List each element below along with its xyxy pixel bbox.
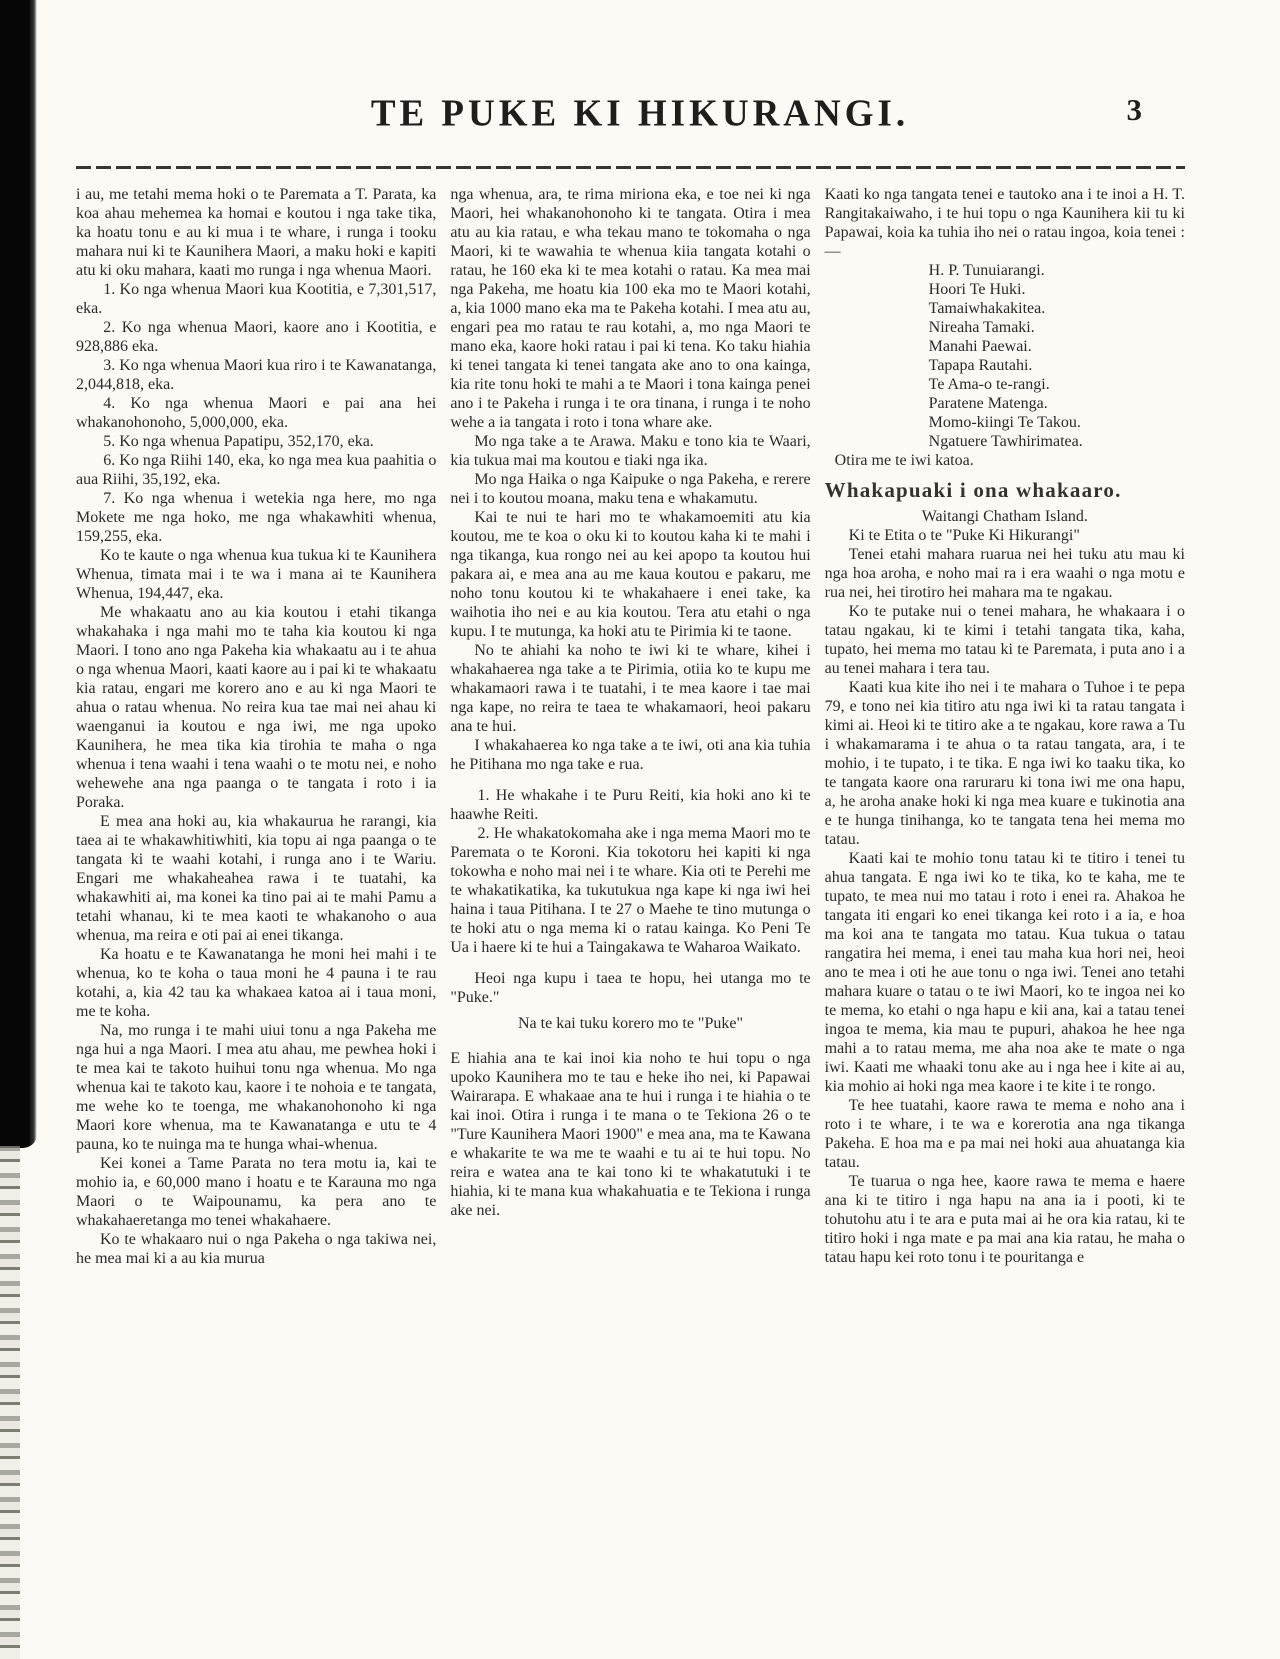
paragraph: Mo nga Haika o nga Kaipuke o nga Pakeha, e rerere nei i to koutou moana, maku tena e whakamutu. bbox=[450, 471, 811, 507]
paragraph: E mea ana hoki au, kia whakaurua he rarangi, kia taea ai te whakawhitiwhiti, kia topu ai nga paanga o te tangata ki te waahi kotahi, i runga ano i te Wariu. Engari me whakaheahea rawa i te tuatahi, ka whakawhiti ai, ma konei ka tino pai ai te mahi Pamu a tetahi whanau, ki te mea kaoti te whakanoho o aua whenua, ma reira e oti pai ai enei tikanga. bbox=[76, 813, 437, 944]
signatories-footer: Otira me te iwi katoa. bbox=[834, 452, 974, 469]
paragraph: nga whenua, ara, te rima miriona eka, e toe nei ki nga Maori, hei whakanohonoho ki te tangata. Otira i mea atu au kia ratau, e wha tekau mano te tokomaha o nga Maori, ki te wawahia te whenua kiia tangata kotahi o ratau, he 160 eka ki te mea kotahi o ratau. Ka mea mai nga Pakeha, me hoatu kia 100 eka mo te Maori kotahi, a, kia 1000 mano eka ma te Pakeha kotahi. I mea atu au, engari pea mo ratau te rau kotahi, a, mo nga Maori te mano eka, kaore hoki ratau i pai ki tena. Ko taku hiahia ki tenei tangata ki tenei tangata ake ano to ona kainga, kia rite tonu hoki te mahi a te Maori i tona kainga penei ano i te Pakeha i runga i te ora tinana, i runga i te noho wehe a ia tangata i roto i tona whare ake. bbox=[450, 186, 811, 431]
paragraph: Ko te putake nui o tenei mahara, he whakaara i o tatau ngakau, ki te kimi i tetahi tangata tika, kaha, tupato, hei mema mo tatau ki te Paremata, i puta ano i a au tenei mahara i tera tau. bbox=[824, 603, 1185, 677]
column-2 bbox=[450, 185, 810, 1268]
paragraph: Na, mo runga i te mahi uiui tonu a nga Pakeha me nga hui a nga Maori. I mea atu ahau, me pewhea hoki i te mea kai te takoto huihui tonu nga whenua. Mo nga whenua kai te takoto kau, kaore i te nohoia e te tangata, me wehe ko te toenga, me whakanohonoho ki nga Maori kore whenua, ma te Kawanatanga e utu te 4 pauna, ko te nuinga ma te hunga whai-whenua. bbox=[76, 1022, 437, 1153]
signatory-name: Te Ama-o te-rangi. bbox=[928, 376, 1050, 393]
numbered-item: 1. He whakahe i te Puru Reiti, kia hoki ano ki te haawhe Reiti. bbox=[450, 787, 811, 823]
paragraph: E hiahia ana te kai inoi kia noho te hui topu o nga upoko Kaunihera mo te tau e heke iho nei, ki Papawai Wairarapa. E whakaae ana te hui i runga i te hiahia o te kai inoi. Otira i runga i te mana o te Tekiona 26 o te "Ture Kaunihera Maori 1900" e mea ana, ma te Kawana e whakarite te wa me te waahi e tu ai te hui topu. No reira e watea ana te kai tono ki te whakatutuki i te hiahia, ki te mana kua whakahuatia e te Tekiona i runga ake nei. bbox=[450, 1050, 811, 1219]
paragraph: Ko te whakaaro nui o nga Pakeha o nga takiwa nei, he mea mai ki a au kia murua bbox=[76, 1231, 437, 1267]
paragraph: Kaati kai te mohio tonu tatau ki te titiro i tenei tu ahua tangata. E nga iwi ko te tika, ko te kaha, me te tupato, te mea nui mo tatau i roto i enei ra. Ahakoa he tangata iti engari ko enei tikanga kei roto i a ia, e hoa ma koi ana te tangata mo tatau. Kua tukua o tatau rangatira hei mema, i enei tau maha kua hori nei, heoi ano te mea i oti he aue tonu o nga iwi. Tenei ano tetahi mahara kuare o tatau o te iwi Maori, ko te ingoa nei ko te mema, ko etahi o nga hapu e kii ana, kai a tatau tenei ingoa te mema, kia mau te pupuri, ahakoa he hee nga mahi a to ratau mema, me aha noa ake te mate o nga iwi. Kaati me whaaki tonu ake au i nga hee i kite ai au, kia mohio ai hoki nga mea kaore i te kite i te rongo. bbox=[824, 850, 1185, 1095]
paragraph: Kaati ko nga tangata tenei e tautoko ana i te inoi a H. T. Rangitakaiwaho, i te hui topu o nga Kaunihera kii tu ki Papawai, koia ka tuhia iho nei o ratau ingoa, koia tenei :— bbox=[824, 186, 1185, 260]
paragraph: Kei konei a Tame Parata no tera motu ia, kai te mohio ia, e 60,000 mano i hoatu e te Karauna mo nga Maori o te Waipounamu, ka pera ano te whakahaeretanga mo tenei whakahaere. bbox=[76, 1155, 437, 1229]
paragraph: i au, me tetahi mema hoki o te Paremata a T. Parata, ka koa ahau mehemea ka homai e koutou i nga take tika, ka hoatu tonu e au ki mua i te whare, i runga i tooku mahara nui ki te Kaunihera Maori, a maku hoki e kapiti atu ki oku mahara, kaati mo runga i nga whenua Maori. bbox=[76, 186, 437, 279]
numbered-item: 6. Ko nga Riihi 140, eka, ko nga mea kua paahitia o aua Riihi, 35,192, eka. bbox=[76, 452, 437, 488]
signatory-name: Manahi Paewai. bbox=[928, 338, 1032, 355]
scan-gutter-artifact-lower bbox=[0, 1146, 20, 1659]
signatory-name: Ngatuere Tawhirimatea. bbox=[928, 433, 1083, 450]
signatory-name: Hoori Te Huki. bbox=[928, 281, 1026, 298]
scan-gutter-artifact bbox=[0, 0, 37, 1148]
paragraph: Kai te nui te hari mo te whakamoemiti atu kia koutou, me te koa o oku ki to koutou kaha ki te mahi i nga tikanga, kua rongo nei au kei apopo ta koutou hui pakara ai, e mea ana au me kaua koutou e pakaru, me noho tonu koutou ki te whakahaere i enei take, ka waihotia iho nei e au kia koutou. Tera atu etahi o nga kupu. I te mutunga, ka hoki atu te Pirimia ki te taone. bbox=[450, 509, 811, 640]
numbered-item: 2. He whakatokomaha ake i nga mema Maori mo te Paremata o te Koroni. Kia tokotoru hei kapiti ki nga tokowha e noho mai nei i te whare. Kia oti te Perehi me te whakatikatika, ka tukutukua nga kape ki nga iwi hei haina i taua Pitihana. I te 27 o Maehe te tino mutunga o te hoki atu o nga mema ki o ratau kainga. Ko Peni Te Ua i haere ki te hui a Taingakawa te Waharoa Waikato. bbox=[450, 825, 811, 956]
paragraph: Kaati kua kite iho nei i te mahara o Tuhoe i te pepa 79, e tono nei kia titiro atu nga iwi ki ta ratau tangata i kimi ai. Heoi ki te titiro ake a te ngakau, kore rawa a Tu i whakamarama i te ahua o ta ratau tangata, ara, i te mohio, i te tupato, i te tika. E nga iwi ko taaku tika, ko te tangata kaore ona raruraru ki tona iwi me ona hapu, a, he aroha anake hoki ki nga mea kuare e tukinotia ana e te hunga tinihanga, ko te tangata tena hei mema mo tatau. bbox=[824, 679, 1185, 848]
signatory-name: Momo-kiingi Te Takou. bbox=[928, 414, 1081, 431]
paragraph: Ka hoatu e te Kawanatanga he moni hei mahi i te whenua, ko te koha o taua moni he 4 pauna i te rau kotahi, a, kia 42 tau ka whakaea katoa ai i taua moni, me te koha. bbox=[76, 946, 437, 1020]
paragraph: Te hee tuatahi, kaore rawa te mema e noho ana i roto i te whare, i te wa e korerotia ana nga tikanga Pakeha. E hoa ma e pa mai nei hoki aua ahuatanga kia tatau. bbox=[824, 1097, 1185, 1171]
numbered-item: 3. Ko nga whenua Maori kua riro i te Kawanatanga, 2,044,818, eka. bbox=[76, 357, 437, 393]
masthead bbox=[0, 0, 1280, 154]
paragraph: I whakahaerea ko nga take a te iwi, oti ana kia tuhia he Pitihana mo nga take e rua. bbox=[450, 737, 811, 773]
signatory-name: Nireaha Tamaki. bbox=[928, 319, 1035, 336]
paragraph: Heoi nga kupu i taea te hopu, hei utanga mo te "Puke." bbox=[450, 970, 811, 1006]
section-heading: Whakapuaki i ona whakaaro. bbox=[824, 478, 1122, 502]
newspaper-title: TE PUKE KI HIKURANGI. bbox=[370, 92, 910, 135]
paragraph: Mo nga take a te Arawa. Maku e tono kia te Waari, kia tukua mai ma koutou e tiaki nga ika. bbox=[450, 433, 811, 469]
paragraph: Tenei etahi mahara ruarua nei hei tuku atu mau ki nga hoa aroha, e noho mai ra i era waahi o nga motu e rua nei, hei tirotiro hei mahara ma te ngakau. bbox=[824, 546, 1185, 601]
numbered-item: 1. Ko nga whenua Maori kua Kootitia, e 7,301,517, eka. bbox=[76, 281, 437, 317]
paragraph: No te ahiahi ka noho te iwi ki te whare, kihei i whakahaerea nga take a te Pirimia, otiia ko te kupu me whakamaori rawa i te tuatahi, i te mea kaore i tae mai nga kape, no reira te taea te whakamaori, heoi pakaru ana te hui. bbox=[450, 642, 811, 735]
paragraph: Te tuarua o nga hee, kaore rawa te mema e haere ana ki te titiro i nga hapu na ana ia i pooti, ki te tohutohu atu i te ara e puta mai ai he ora kia ratau, ki te titiro hoki i nga mate e pa mai ana kia ratau, he maha o tatau hapu kei roto tonu i te pouritanga e bbox=[824, 1173, 1185, 1266]
signatory-name: H. P. Tunuiarangi. bbox=[928, 262, 1045, 279]
page-number: 3 bbox=[1126, 92, 1142, 127]
article-columns bbox=[76, 185, 1185, 1268]
masthead-rule bbox=[76, 166, 1185, 169]
signatory-name: Tamaiwhakakitea. bbox=[928, 300, 1046, 317]
numbered-item: 2. Ko nga whenua Maori, kaore ano i Kootitia, e 928,886 eka. bbox=[76, 319, 437, 355]
numbered-item: 4. Ko nga whenua Maori e pai ana hei whakanohonoho, 5,000,000, eka. bbox=[76, 395, 437, 431]
paragraph: Ko te kaute o nga whenua kua tukua ki te Kaunihera Whenua, timata mai i te wa i mana ai te Kaunihera Whenua, 194,447, eka. bbox=[76, 547, 437, 602]
numbered-item: 7. Ko nga whenua i wetekia nga here, mo nga Mokete me nga hoko, me nga whakawhiti whenua, 159,255, eka. bbox=[76, 490, 437, 545]
signatory-name: Tapapa Rautahi. bbox=[928, 357, 1033, 374]
numbered-item: 5. Ko nga whenua Papatipu, 352,170, eka. bbox=[103, 433, 374, 450]
dateline: Waitangi Chatham Island. bbox=[921, 508, 1088, 525]
column-3 bbox=[825, 185, 1185, 1268]
signatory-name: Paratene Matenga. bbox=[928, 395, 1048, 412]
salutation: Ki te Etita o te "Puke Ki Hikurangi" bbox=[848, 527, 1080, 544]
byline: Na te kai tuku korero mo te "Puke" bbox=[517, 1015, 743, 1032]
column-1 bbox=[76, 185, 436, 1268]
paragraph: Me whakaatu ano au kia koutou i etahi tikanga whakahaka i nga mahi mo te taha kia koutou ki nga Maori. I tono ano nga Pakeha kia whakaatu au i te ahua o nga whenua Maori, kaati kaore au i pai ki te whakaatu kia ratau, engari me korero ano e au ki nga Maori te ahua o ratau whenua. No reira kua tae mai nei ahau ki waenganui ia koutou e nga iwi, me nga upoko Kaunihera, he mea tika kia tirohia te maha o nga whenua i tena waahi i tena waahi o te motu nei, e noho wehewehe ana nga paanga o te tangata i roto i ia Poraka. bbox=[76, 604, 437, 811]
